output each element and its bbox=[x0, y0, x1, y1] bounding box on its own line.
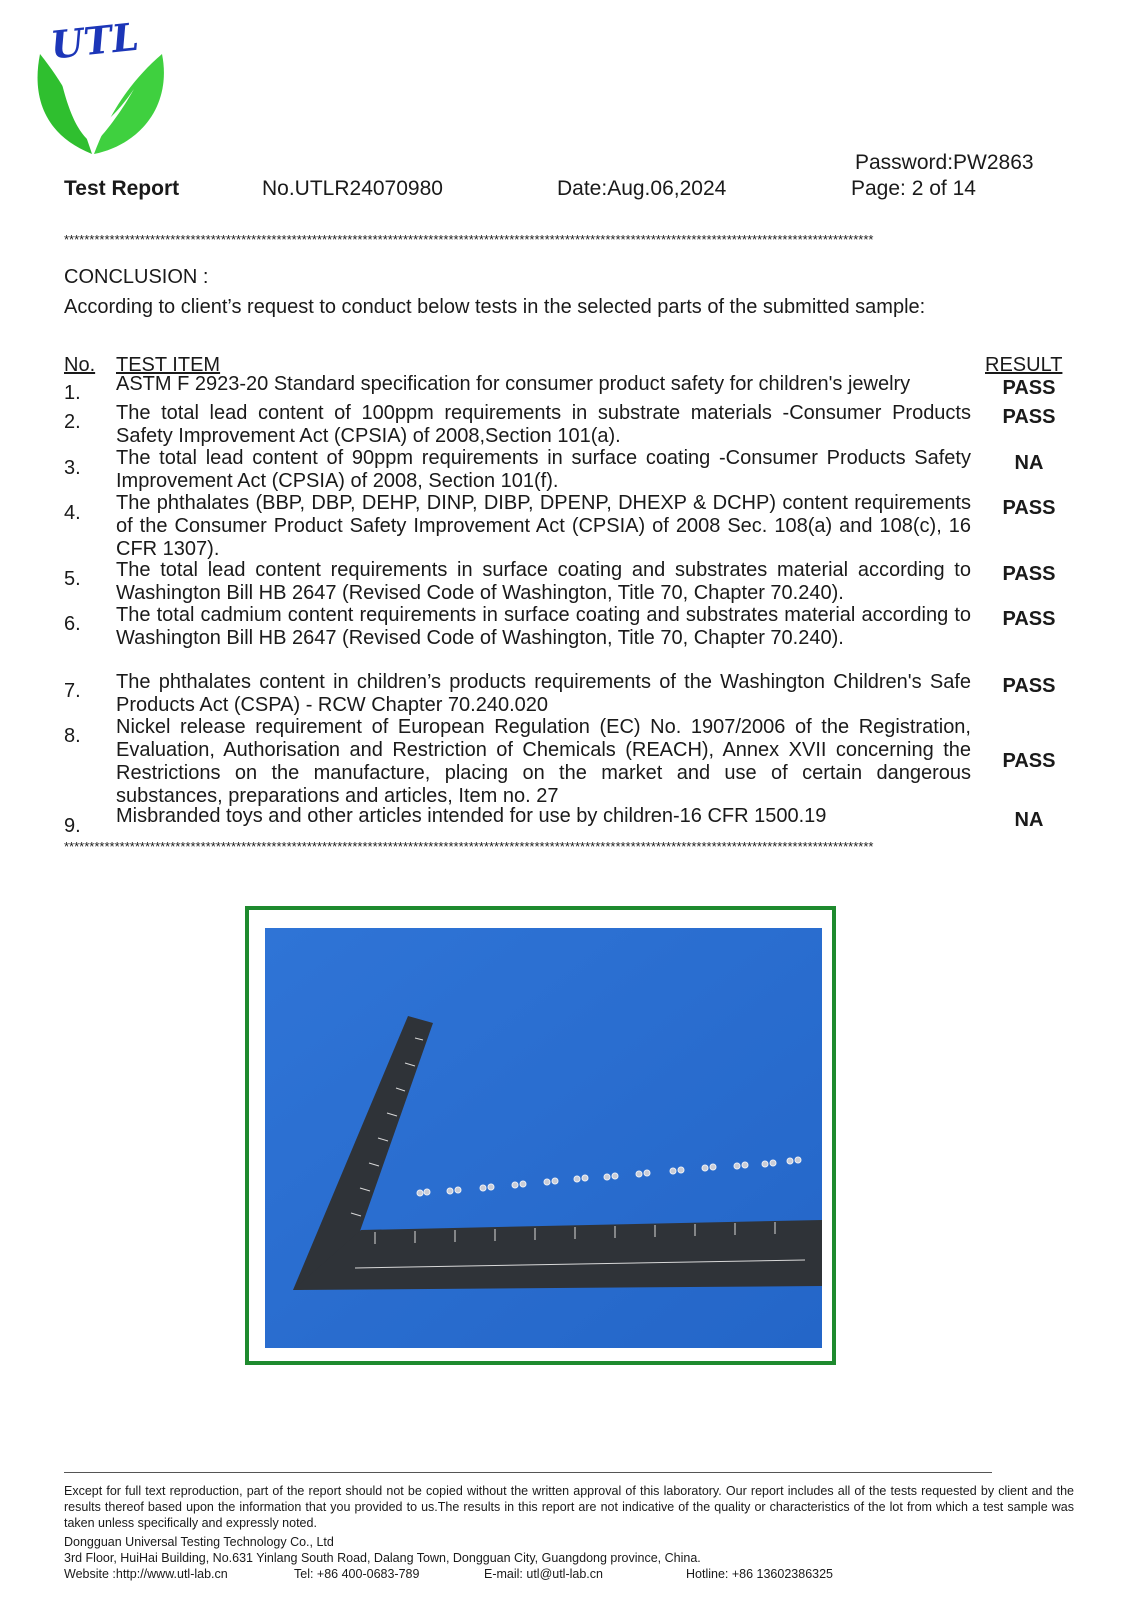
leaf-left-icon bbox=[38, 54, 92, 154]
footer-company: Dongguan Universal Testing Technology Co., Ltd bbox=[64, 1535, 334, 1549]
footer-divider bbox=[64, 1472, 992, 1473]
conclusion-intro: According to client’s request to conduct below tests in the selected parts of the submitted sample: bbox=[64, 296, 926, 318]
row-test-item: The total cadmium content requirements in surface coating and substrates material according to Washington Bill HB 2647 (Revised Code of Washington, Title 70, Chapter 70.240). bbox=[116, 604, 971, 649]
row-number: 8. bbox=[64, 725, 81, 747]
row-result: PASS bbox=[1002, 563, 1056, 585]
header-test-item: TEST ITEM bbox=[116, 354, 221, 376]
footer-website[interactable]: Website :http://www.utl-lab.cn bbox=[64, 1567, 228, 1581]
separator-bottom: **************************************************************************************************************************************************************** bbox=[64, 840, 874, 854]
row-test-item: Misbranded toys and other articles intended for use by children-16 CFR 1500.19 bbox=[116, 805, 827, 827]
report-title: Test Report bbox=[64, 177, 180, 200]
row-result: PASS bbox=[1002, 406, 1056, 428]
conclusion-title: CONCLUSION : bbox=[64, 266, 209, 288]
row-number: 6. bbox=[64, 613, 81, 635]
row-test-item: ASTM F 2923-20 Standard specification for consumer product safety for children's jewelry bbox=[116, 373, 911, 395]
row-result: PASS bbox=[1002, 497, 1056, 519]
row-test-item: The phthalates (BBP, DBP, DEHP, DINP, DIBP, DPENP, DHEXP & DCHP) content requirements of the Consumer Product Safety Improvement Act (CPSIA) of 2008 Sec. 108(a) and 108(c), 16 CFR 1307). bbox=[116, 492, 971, 560]
page-number: Page: 2 of 14 bbox=[851, 177, 976, 200]
utl-logo bbox=[22, 14, 170, 162]
footer-hotline: Hotline: +86 13602386325 bbox=[686, 1567, 834, 1581]
separator-top: **************************************************************************************************************************************************************** bbox=[64, 233, 874, 247]
logo-text: UTL bbox=[48, 14, 141, 68]
row-result: PASS bbox=[1002, 608, 1056, 630]
header-result: RESULT bbox=[985, 354, 1063, 376]
row-test-item: The total lead content of 100ppm requirements in substrate materials -Consumer Products Safety Improvement Act (CPSIA) of 2008,Section 101(a). bbox=[116, 402, 971, 447]
row-number: 3. bbox=[64, 457, 81, 479]
row-number: 5. bbox=[64, 568, 81, 590]
row-result: NA bbox=[1014, 809, 1044, 831]
header-no: No. bbox=[64, 354, 96, 376]
row-number: 2. bbox=[64, 411, 81, 433]
row-result: PASS bbox=[1002, 377, 1056, 399]
row-result: PASS bbox=[1002, 675, 1056, 697]
footer-email[interactable]: E-mail: utl@utl-lab.cn bbox=[484, 1567, 603, 1581]
leaf-right-icon bbox=[94, 54, 164, 154]
footer-tel: Tel: +86 400-0683-789 bbox=[294, 1567, 420, 1581]
report-number: No.UTLR24070980 bbox=[262, 177, 443, 200]
footer-disclaimer: Except for full text reproduction, part of the report should not be copied without the written approval of this laboratory. Our report includes all of the tests requested by client and the results thereof based upon the information that you provided to us.The results in this report are not indicative of the quality or characteristics of the lot from which a test sample was taken unless specifically and expressly noted. bbox=[64, 1484, 1074, 1530]
row-number: 9. bbox=[64, 815, 81, 837]
row-test-item: The total lead content of 90ppm requirements in surface coating -Consumer Products Safety Improvement Act (CPSIA) of 2008, Section 101(f). bbox=[116, 447, 971, 492]
sample-photo-frame bbox=[245, 906, 836, 1365]
footer-address: 3rd Floor, HuiHai Building, No.631 Yinlang South Road, Dalang Town, Dongguan City, Guangdong province, China. bbox=[64, 1551, 701, 1565]
row-number: 7. bbox=[64, 680, 81, 702]
row-test-item: The total lead content requirements in surface coating and substrates material according to Washington Bill HB 2647 (Revised Code of Washington, Title 70, Chapter 70.240). bbox=[116, 559, 971, 604]
row-test-item: Nickel release requirement of European Regulation (EC) No. 1907/2006 of the Registration, Evaluation, Authorisation and Restriction of Chemicals (REACH), Annex XVII concerning the Restrictions on the manufacture, placing on the market and use of certain dangerous substances, preparations and articles, Item no. 27 bbox=[116, 716, 971, 807]
ruler-horizontal bbox=[293, 1220, 822, 1290]
row-result: NA bbox=[1014, 452, 1044, 474]
report-password: Password:PW2863 bbox=[855, 151, 1034, 174]
row-number: 4. bbox=[64, 502, 81, 524]
row-result: PASS bbox=[1002, 750, 1056, 772]
row-test-item: The phthalates content in children’s products requirements of the Washington Children's Safe Products Act (CSPA) - RCW Chapter 70.240.020 bbox=[116, 671, 971, 716]
sample-photo bbox=[265, 928, 822, 1348]
report-date: Date:Aug.06,2024 bbox=[557, 177, 727, 200]
row-number: 1. bbox=[64, 382, 81, 404]
